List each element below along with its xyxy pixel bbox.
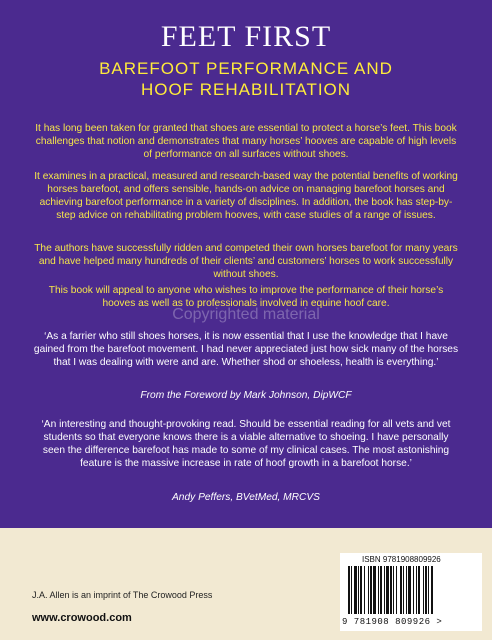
blurb-paragraph-4: This book will appeal to anyone who wishes to improve the performance of their horse’s hooves as well as to professionals involved in equine hoof care. [48,285,444,309]
review-attribution: Andy Peffers, BVetMed, MRCVS [172,492,320,503]
review-quote: ‘An interesting and thought-provoking read. Should be essential reading for all vets and vet students so that everyone knows there is a viable alternative to shoeing. I have personally seen the difference barefoot has made to some of my clinical cases. The most astonishing feature is the massive increase in rate of hoof growth in a barefoot horse.’ [41,419,451,469]
subtitle-line-1: BAREFOOT PERFORMANCE AND [99,59,393,78]
isbn-barcode [340,553,482,631]
barcode-bar [386,566,389,614]
book-title: FEET FIRST [160,20,332,53]
barcode-bar [403,566,404,614]
barcode-bar [431,566,433,614]
barcode-bar [413,566,414,614]
barcode-bar [380,566,382,614]
barcode-bar [348,566,350,614]
barcode-digits: 9 781908 809926 > [342,617,443,627]
barcode-bar [406,566,407,614]
foreword-attribution: From the Foreword by Mark Johnson, DipWCF [140,390,352,401]
barcode-bar [418,566,420,614]
subtitle-line-2: HOOF REHABILITATION [140,80,352,99]
barcode-bar [428,566,429,614]
barcode-bar [390,566,392,614]
barcode-bar [423,566,424,614]
blurb-paragraph-3: The authors have successfully ridden and competed their own horses barefoot for many years and have helped many hundreds of their clients’ and customers’ horses to work successfully without shoes. [34,243,458,280]
barcode-bar [400,566,402,614]
barcode-bar [360,566,362,614]
isbn-label: ISBN 9781908809926 [362,555,441,564]
foreword-quote: ‘As a farrier who still shoes horses, it is now essential that I use the knowledge that I have gained from the barefoot movement. I had never appreciated just how sick many of the horses that I was dealing with were and are. Whether shod or shoeless, health is everything.’ [33,331,459,368]
barcode-bar [358,566,359,614]
barcode-bar [416,566,417,614]
barcode-bar [393,566,394,614]
blurb-paragraph-2: It examines in a practical, measured and research-based way the potential benefits of working horses barefoot, and offers sensible, hands-on advice on managing barefoot horses and achieving barefoot performance in a variety of disciplines. In addition, the book has step-by-step advice on rehabilitating problem hooves, with case studies of a range of issues. [34,171,458,221]
copyright-watermark: Copyrighted material [172,306,320,323]
barcode-bar [384,566,385,614]
blurb-paragraph-1: It has long been taken for granted that shoes are essential to protect a horse’s feet. This book challenges that notion and demonstrates that many horses’ hooves are capable of high levels of performance on all surfaces without shoes. [35,123,457,160]
barcode-bar [351,566,352,614]
barcode-bar [425,566,427,614]
barcode-bar [408,566,411,614]
book-subtitle [0,58,492,100]
imprint-text: J.A. Allen is an imprint of The Crowood Press [32,590,213,600]
barcode-bar [368,566,369,614]
barcode-bar [370,566,372,614]
barcode-bar [354,566,357,614]
barcode-bar [378,566,379,614]
barcode-bar [364,566,365,614]
barcode-bar [373,566,376,614]
publisher-website: www.crowood.com [32,612,132,624]
barcode-bar [396,566,397,614]
barcode-bars [346,566,476,616]
